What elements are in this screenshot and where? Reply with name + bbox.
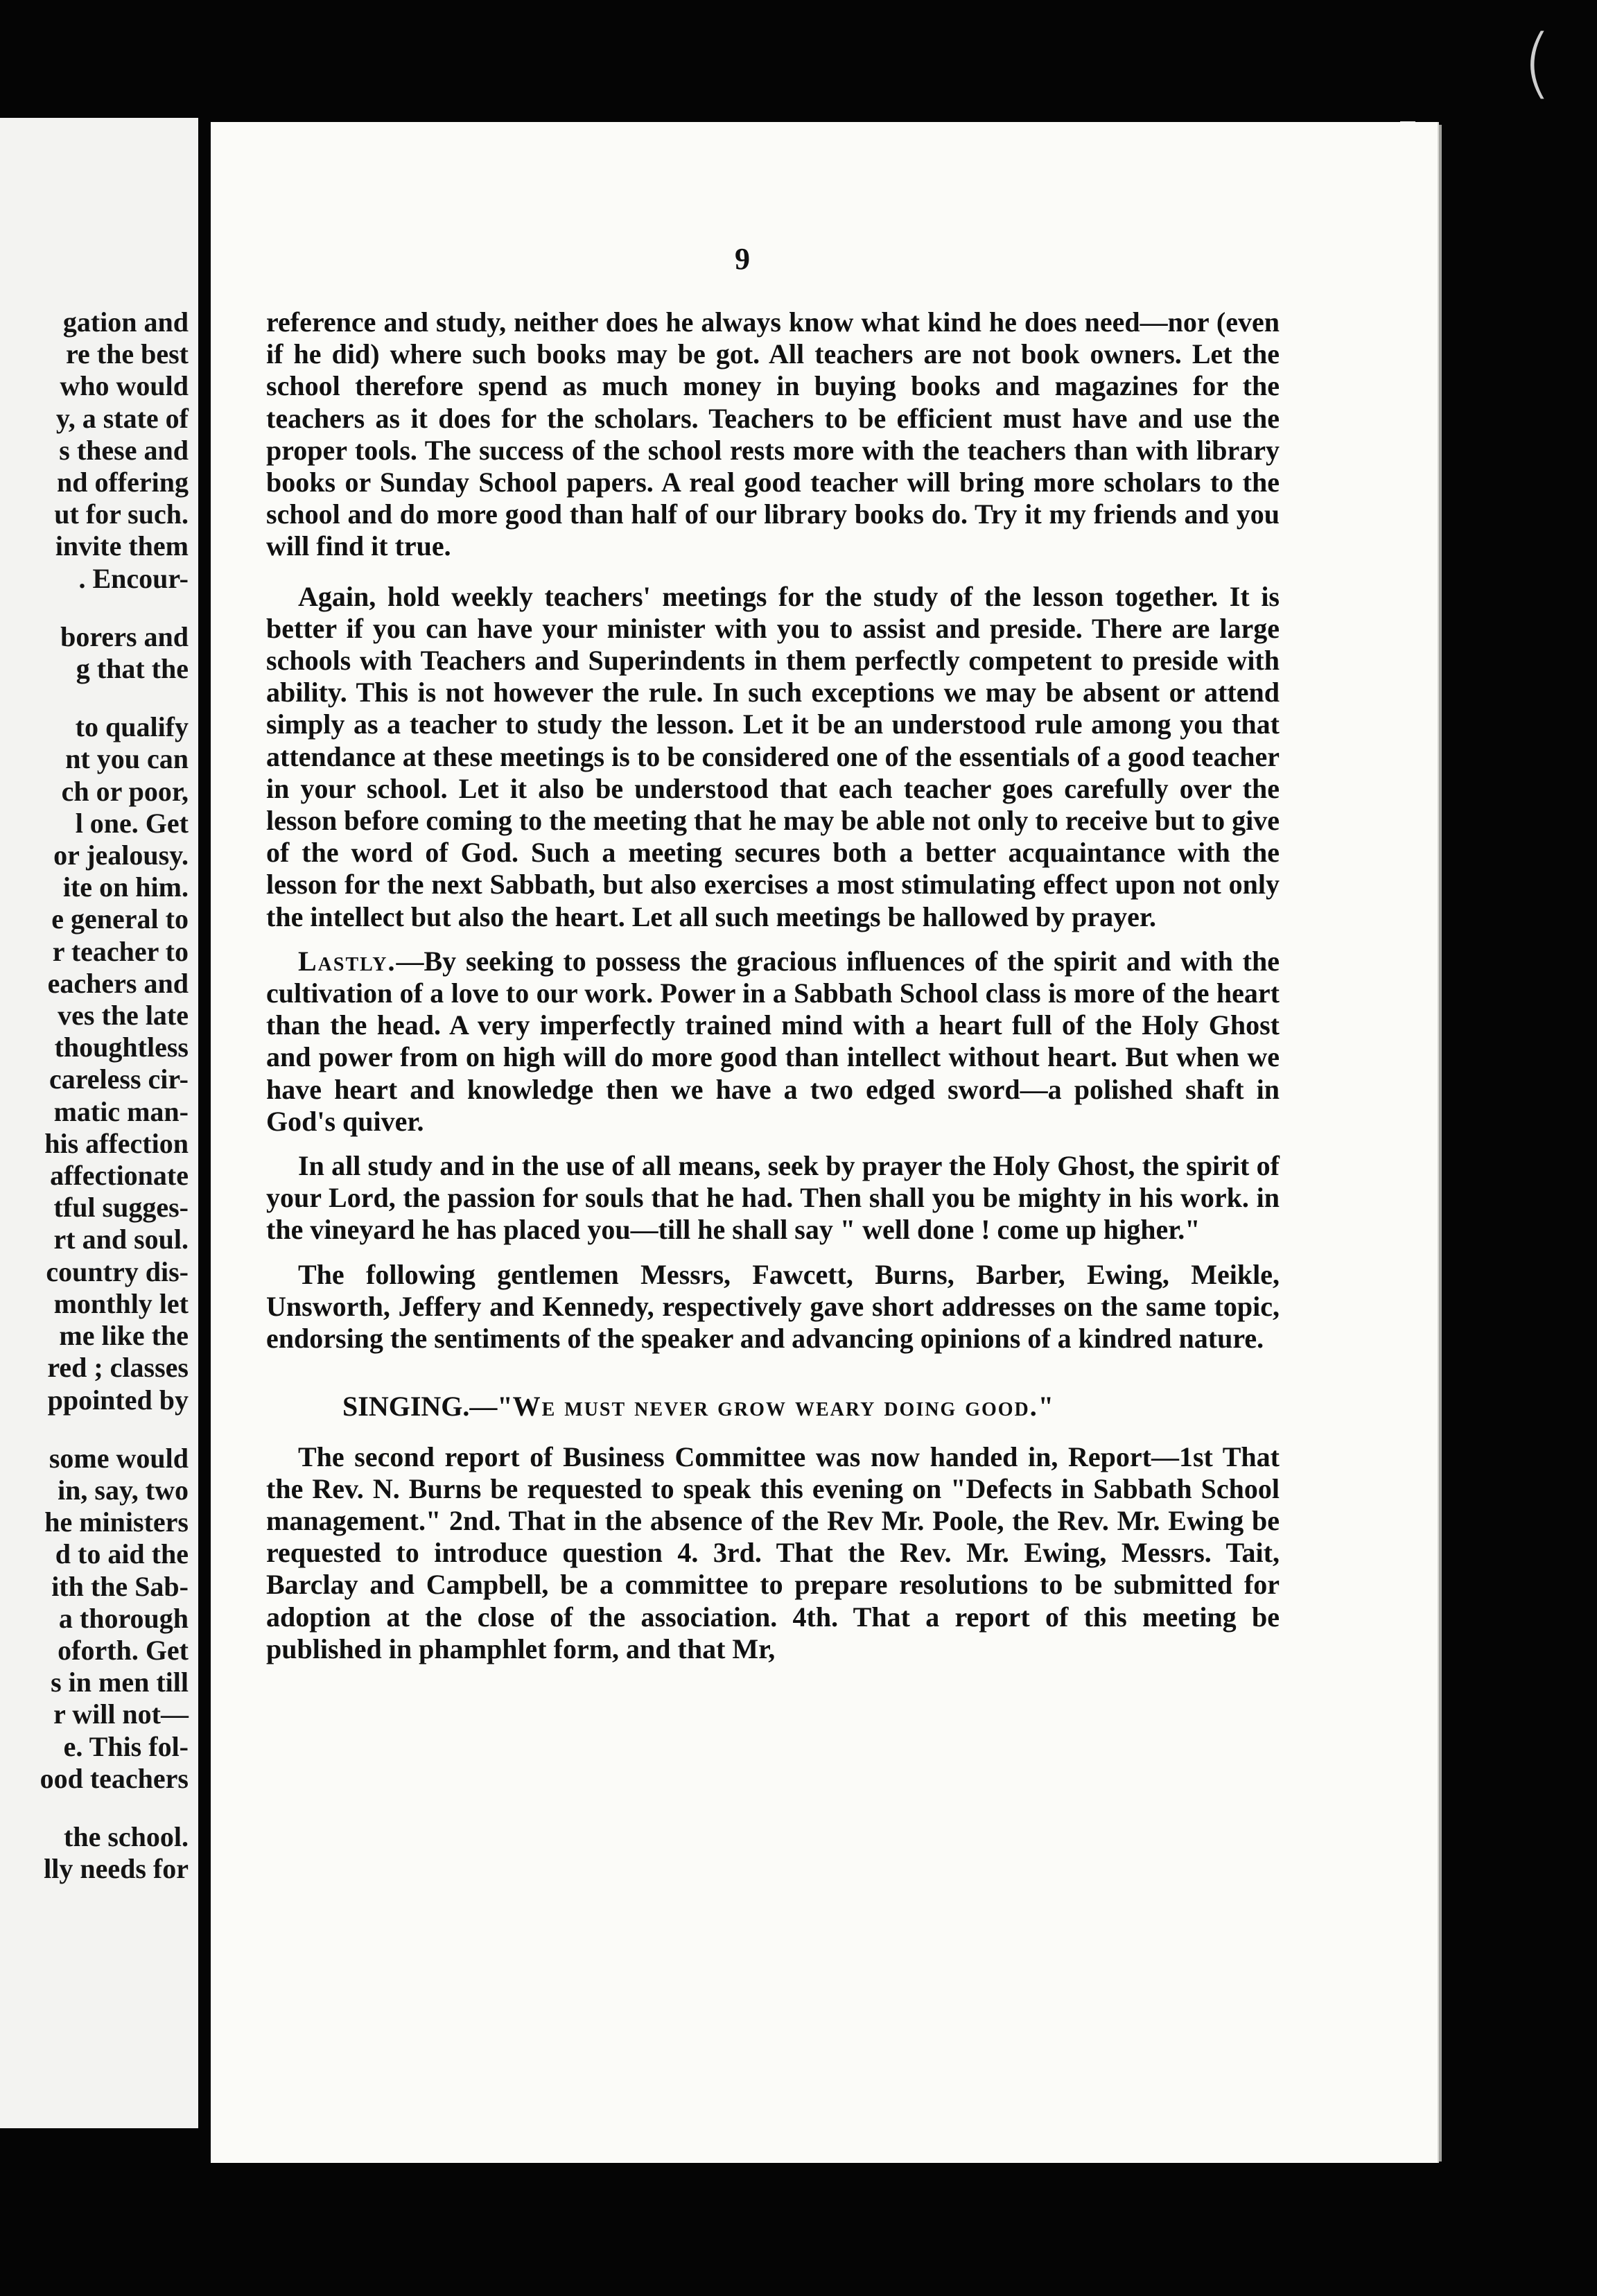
left-page-line: y, a state of — [55, 402, 189, 434]
left-page-line: ch or poor, — [61, 775, 189, 807]
line-gap — [0, 1795, 189, 1821]
left-page-line: rt and soul. — [53, 1224, 189, 1255]
left-page-line: ith the Sab- — [51, 1570, 189, 1602]
lastly-heading: Lastly. — [298, 945, 396, 977]
left-page-line: oforth. Get — [58, 1634, 189, 1666]
left-page-line: matic man- — [53, 1095, 189, 1127]
left-page-line: he ministers — [44, 1506, 189, 1538]
page-body — [266, 306, 1280, 1665]
paragraph-business-committee: The second report of Business Committee was now handed in, Report—1st That the Rev. N. Burns be requested to speak this evening on "Defects in Sabbath School management." 2nd. That in the absence of the Rev Mr. Poole, the Rev. Mr. Ewing be requested to introduce question 4. 3rd. That the Rev. Mr. Ewing, Messrs. Tait, Barclay and Campbell, be a committee to prepare resolutions to be submitted for adoption at the close of the association. 4th. That a report of this meeting be published in phamphlet form, and that Mr, — [266, 1441, 1280, 1664]
left-page-line: l one. Get — [75, 807, 189, 839]
previous-page-fragment — [0, 118, 198, 2128]
singing-quote: We must never grow weary doing good." — [512, 1391, 1055, 1423]
left-page-line: invite them — [55, 530, 189, 562]
left-page-line: country dis- — [46, 1255, 189, 1287]
left-page-line: or jealousy. — [53, 840, 189, 871]
line-gap — [0, 1416, 189, 1443]
left-page-line: ood teachers — [40, 1762, 189, 1794]
line-gap — [0, 685, 189, 711]
left-page-line: re the best — [66, 338, 189, 370]
left-page-line: d to aid the — [55, 1538, 189, 1570]
left-page-line: nd offering — [57, 467, 189, 498]
left-page-line: careless cir- — [49, 1063, 189, 1095]
left-page-line: ut for such. — [54, 498, 189, 530]
left-page-line: to qualify — [75, 711, 189, 743]
paragraph-weekly-meetings: Again, hold weekly teachers' meetings for the study of the lesson together. It is better if you can have your minister with you to assist and preside. There are large schools with Teachers and Superindents in them perfectly competent to preside with ability. This is not however the rule. In such exceptions we may be absent or attend simply as a teacher to study the lesson. Let it be an understood rule among you that attendance at these meetings is to be considered one of the essentials of a good teacher in your school. Let it also be understood that each teacher goes carefully over the lesson before coming to the meeting that he may be able not only to receive but to give of the word of God. Such a meeting secures both a better acquaintance with the lesson for the next Sabbath, but also exercises a most stimulating effect upon not only the intellect but also the heart. Let all such meetings be hallowed by prayer. — [266, 580, 1280, 932]
pencil-mark: ( — [1522, 18, 1552, 107]
left-page-line: red ; classes — [47, 1352, 189, 1384]
left-page-line: me like the — [59, 1320, 189, 1352]
left-page-line: tful sugges- — [53, 1192, 189, 1224]
left-page-line: g that the — [76, 653, 189, 685]
left-page-line: r teacher to — [52, 935, 189, 967]
left-page-line: ite on him. — [62, 871, 189, 903]
left-page-line: ppointed by — [47, 1384, 189, 1416]
paragraph-all-study: In all study and in the use of all means, seek by prayer the Holy Ghost, the spirit of your Lord, the passion for souls that he had. Then shall you be mighty in his work. in the vineyard he has placed you—till he shall say " well done ! come up higher." — [266, 1150, 1280, 1246]
line-gap — [0, 595, 189, 621]
left-page-line: s in men till — [51, 1667, 189, 1698]
page-number: 9 — [735, 242, 750, 276]
left-page-line: gation and — [62, 306, 189, 338]
lastly-text: —By seeking to possess the gracious influences of the spirit and with the cultivation of a love to our work. Power in a Sabbath School class is more of the heart than the head. A very imperfectly trained mind with a heart full of the Holy Ghost and power from on high will do more good than intellect without heart. But when we have heart and knowledge then we have a two edged sword—a polished shaft in God's quiver. — [266, 945, 1280, 1137]
left-page-line: in, say, two — [58, 1474, 189, 1506]
left-page-line: borers and — [60, 620, 189, 652]
left-page-line: some would — [49, 1442, 189, 1474]
left-page-line: . Encour- — [78, 562, 189, 594]
left-page-line: e general to — [51, 903, 189, 935]
left-page-line: nt you can — [65, 743, 189, 775]
left-page-line: a thorough — [58, 1602, 189, 1634]
left-page-line: s these and — [59, 434, 189, 466]
left-page-line: the school. — [64, 1820, 189, 1852]
paragraph-reference-and-study: reference and study, neither does he always know what kind he does need—nor (even if he did) where such books may be got. All teachers are not book owners. Let the school therefore spend as much money in buying books and magazines for the teachers as it does for the scholars. Teachers to be efficient must have and use the proper tools. The success of the school rests more with the teachers than with library books or Sunday School papers. A real good teacher will bring more scholars to the school and do more good than half of our library books do. Try it my friends and you will find it true. — [266, 306, 1280, 562]
paragraph-lastly — [266, 946, 1280, 1138]
left-page-line: lly needs for — [44, 1853, 189, 1885]
left-page-line: his affection — [44, 1127, 189, 1159]
left-page-line: monthly let — [53, 1287, 189, 1319]
previous-page-text — [0, 306, 189, 1885]
left-page-line: thoughtless — [54, 1032, 189, 1063]
left-page-line: ves the late — [58, 1000, 189, 1032]
singing-heading — [266, 1391, 1280, 1423]
left-page-line: r will not— — [53, 1698, 189, 1730]
left-page-line: e. This fol- — [63, 1730, 189, 1762]
paragraph-gentlemen: The following gentlemen Messrs, Fawcett, Burns, Barber, Ewing, Meikle, Unsworth, Jeffery and Kennedy, respectively gave short addresses on the same topic, endorsing the sentiments of the speaker and advancing opinions of a kindred nature. — [266, 1258, 1280, 1355]
left-page-line: affectionate — [50, 1160, 189, 1192]
left-page-line: eachers and — [47, 967, 189, 999]
left-page-line: who would — [60, 370, 189, 402]
singing-label: SINGING.—" — [342, 1391, 513, 1423]
